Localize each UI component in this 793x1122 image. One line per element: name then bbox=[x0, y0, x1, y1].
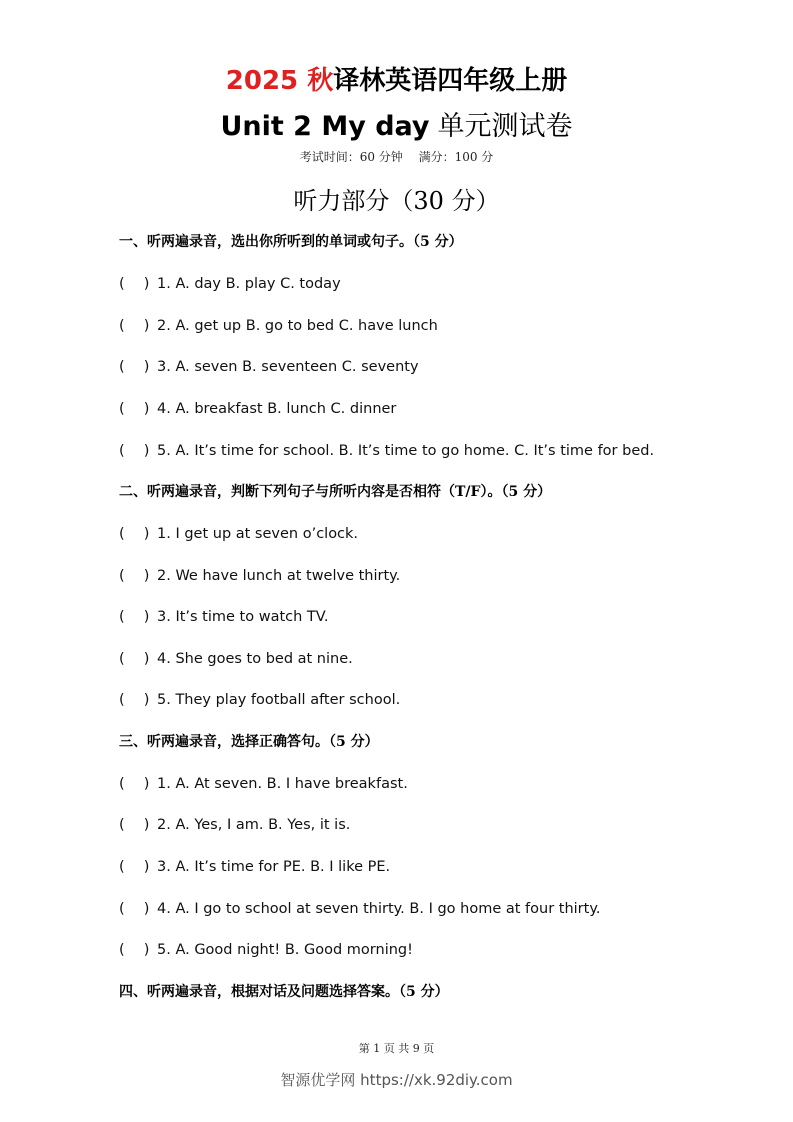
question-item bbox=[119, 857, 390, 877]
question-text: 4. She goes to bed at nine. bbox=[157, 651, 353, 667]
question-item bbox=[119, 357, 419, 377]
answer-blank: ( ) bbox=[119, 443, 150, 459]
answer-blank: ( ) bbox=[119, 817, 150, 833]
answer-blank: ( ) bbox=[119, 359, 150, 375]
answer-blank: ( ) bbox=[119, 776, 150, 792]
unit-title bbox=[0, 110, 793, 144]
question-text: 5. A. It’s time for school. B. It’s time to go home. C. It’s time for bed. bbox=[157, 443, 655, 459]
question-text: 3. A. seven B. seventeen C. seventy bbox=[157, 359, 419, 375]
answer-blank: ( ) bbox=[119, 692, 150, 708]
question-item bbox=[119, 607, 328, 627]
question-item bbox=[119, 316, 438, 336]
question-text: 2. We have lunch at twelve thirty. bbox=[157, 568, 401, 584]
question-item bbox=[119, 399, 396, 419]
unit-title-en: Unit 2 My day bbox=[220, 111, 430, 142]
question-item bbox=[119, 566, 400, 586]
question-text: 4. A. I go to school at seven thirty. B. I go home at four thirty. bbox=[157, 901, 601, 917]
exam-info: 考试时间：60 分钟 满分：100 分 bbox=[299, 150, 494, 164]
section-heading-3: 三、听两遍录音，选择正确答句。（5 分） bbox=[119, 734, 379, 750]
page-footer: 第 1 页 共 9 页 bbox=[358, 1042, 435, 1055]
question-text: 4. A. breakfast B. lunch C. dinner bbox=[157, 401, 397, 417]
answer-blank: ( ) bbox=[119, 568, 150, 584]
answer-blank: ( ) bbox=[119, 318, 150, 334]
question-item bbox=[119, 524, 358, 544]
section-heading-4: 四、听两遍录音，根据对话及问题选择答案。（5 分） bbox=[119, 984, 449, 1000]
question-text: 2. A. Yes, I am. B. Yes, it is. bbox=[157, 817, 351, 833]
question-item bbox=[119, 940, 413, 960]
question-text: 5. They play football after school. bbox=[157, 692, 401, 708]
answer-blank: ( ) bbox=[119, 276, 150, 292]
question-text: 5. A. Good night! B. Good morning! bbox=[157, 942, 413, 958]
answer-blank: ( ) bbox=[119, 942, 150, 958]
unit-title-suffix: 单元测试卷 bbox=[437, 111, 573, 142]
section-heading-1: 一、听两遍录音，选出你所听到的单词或句子。（5 分） bbox=[119, 234, 463, 250]
document-title bbox=[0, 64, 793, 98]
title-text: 译林英语四年级上册 bbox=[333, 66, 568, 96]
answer-blank: ( ) bbox=[119, 526, 150, 542]
question-item bbox=[119, 441, 654, 461]
answer-blank: ( ) bbox=[119, 901, 150, 917]
question-item bbox=[119, 274, 341, 294]
question-text: 2. A. get up B. go to bed C. have lunch bbox=[157, 318, 438, 334]
answer-blank: ( ) bbox=[119, 859, 150, 875]
question-text: 1. A. day B. play C. today bbox=[157, 276, 341, 292]
part-title: 听力部分（30 分） bbox=[293, 187, 500, 215]
question-item bbox=[119, 899, 600, 919]
answer-blank: ( ) bbox=[119, 401, 150, 417]
question-item bbox=[119, 690, 400, 710]
section-heading-2: 二、听两遍录音，判断下列句子与所听内容是否相符（T/F）。（5 分） bbox=[119, 484, 552, 500]
question-item bbox=[119, 649, 353, 669]
title-year: 2025 秋 bbox=[225, 66, 334, 96]
answer-blank: ( ) bbox=[119, 609, 150, 625]
question-text: 3. A. It’s time for PE. B. I like PE. bbox=[157, 859, 391, 875]
question-text: 1. A. At seven. B. I have breakfast. bbox=[157, 776, 408, 792]
question-text: 1. I get up at seven o’clock. bbox=[157, 526, 359, 542]
watermark: 智源优学网 https://xk.92diy.com bbox=[280, 1071, 513, 1089]
question-item bbox=[119, 815, 350, 835]
question-item bbox=[119, 774, 408, 794]
answer-blank: ( ) bbox=[119, 651, 150, 667]
question-text: 3. It’s time to watch TV. bbox=[157, 609, 329, 625]
